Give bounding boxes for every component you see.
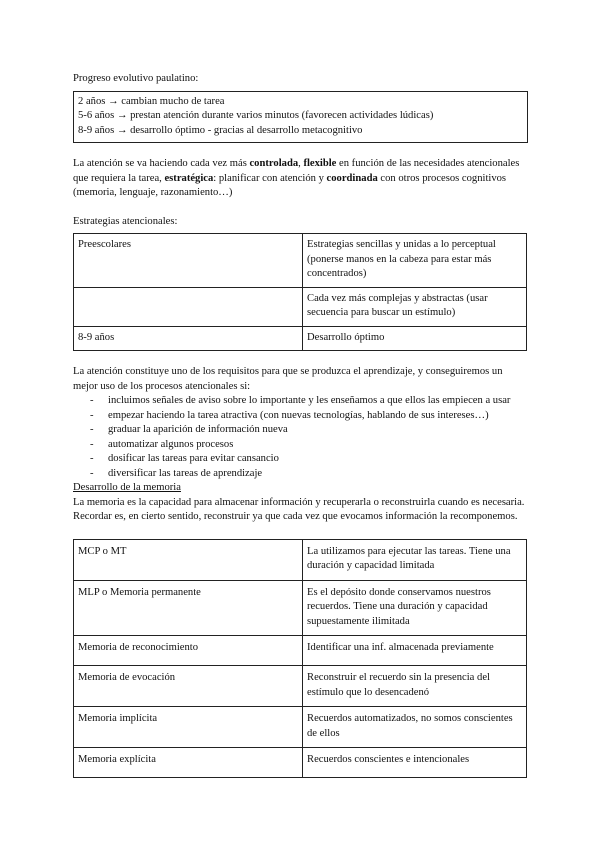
progress-heading: Progreso evolutivo paulatino: [73,73,199,84]
list-item: - empezar haciendo la tarea atractiva (con nuevas tecnologías, hablando de sus intereses…) [73,409,528,424]
table-row [74,636,527,666]
table-cell: Desarrollo óptimo [303,326,527,351]
progress-line: 8-9 años → desarrollo óptimo - gracias al desarrollo metacognitivo [78,124,363,136]
table-cell: Memoria explícita [74,748,303,778]
table-cell: Es el depósito donde conservamos nuestros recuerdos. Tiene una duración y capacidad supuestamente ilimitada [303,580,527,636]
memory-table [73,539,527,779]
table-cell: MCP o MT [74,539,303,580]
memory-intro: La memoria es la capacidad para almacenar información y recuperarla o reconstruirla cuando es necesaria. Recordar es, en cierto sentido, reconstruir ya que cada vez que evocamos información la recomponemos. [73,496,525,522]
strategies-table [73,233,527,351]
progress-line: 2 años → cambian mucho de tarea [78,95,225,107]
bold-term: estratégica [164,172,214,184]
table-cell: Memoria de reconocimiento [74,636,303,666]
table-cell: Recuerdos conscientes e intencionales [303,748,527,778]
list-item: - automatizar algunos procesos [73,438,528,453]
attention-paragraph: La atención se va haciendo cada vez más controlada, flexible en función de las necesidades atencionales que requiera la tarea, estratégica: planificar con atención y coordinada con otros procesos cognitivos (memoria, lenguaje, razonamiento…) [73,158,520,198]
table-cell: La utilizamos para ejecutar las tareas. Tiene una duración y capacidad limitada [303,539,527,580]
table-cell: MLP o Memoria permanente [74,580,303,636]
bold-term: flexible [303,158,337,169]
table-cell: Estrategias sencillas y unidas a lo perceptual (ponerse manos en la cabeza para estar más concentrados) [303,234,527,288]
table-row [74,539,527,580]
table-cell: Reconstruir el recuerdo sin la presencia del estímulo que lo desencadenó [303,666,527,707]
bold-term: coordinada [326,172,378,184]
table-row [74,234,527,288]
progress-line: 5-6 años → prestan atención durante varios minutos (favorecen actividades lúdicas) [78,110,434,121]
table-row [74,326,527,351]
table-row [74,707,527,748]
learning-intro: La atención constituye uno de los requisitos para que se produzca el aprendizaje, y conseguiremos un mejor uso de los procesos atencionales si: [73,366,503,392]
table-cell: Preescolares [74,234,303,288]
table-row [74,748,527,778]
list-item: - graduar la aparición de información nueva [73,423,528,438]
table-cell: 8-9 años [74,326,303,351]
document-page [73,72,528,778]
table-row [74,580,527,636]
learning-list [73,394,528,481]
list-item: - incluimos señales de aviso sobre lo importante y les enseñamos a que ellos las empiecen a usar [73,394,528,409]
strategies-heading: Estrategias atencionales: [73,215,178,227]
table-row [74,666,527,707]
bold-term: controlada [249,158,299,169]
table-cell: Memoria implícita [74,707,303,748]
list-item: - diversificar las tareas de aprendizaje [73,467,528,482]
memory-heading: Desarrollo de la memoria [73,482,181,493]
table-cell: Recuerdos automatizados, no somos conscientes de ellos [303,707,527,748]
table-cell: Memoria de evocación [74,666,303,707]
list-item: - dosificar las tareas para evitar cansancio [73,452,528,467]
table-cell: Identificar una inf. almacenada previamente [303,636,527,666]
table-row [74,287,527,326]
progress-box [73,91,528,144]
table-cell: Cada vez más complejas y abstractas (usar secuencia para buscar un estímulo) [303,287,527,326]
table-cell [74,287,303,326]
